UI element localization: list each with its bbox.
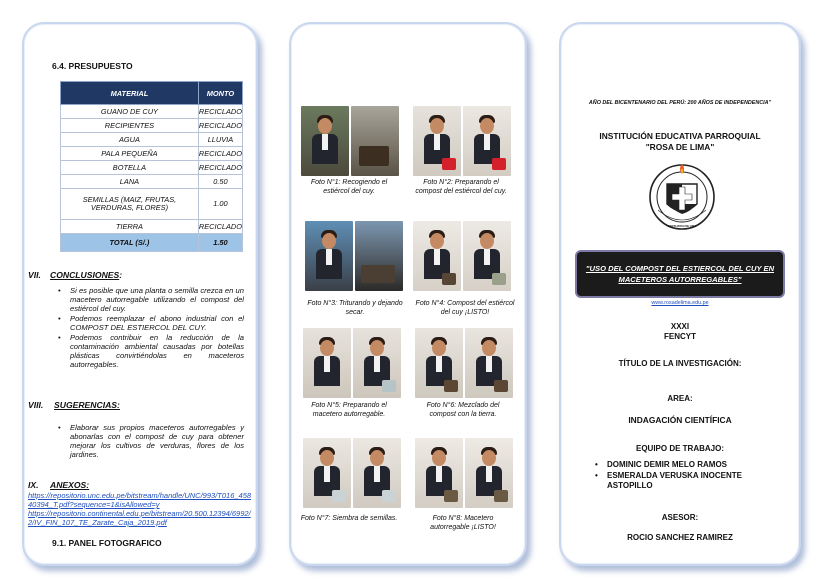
table-row [61, 220, 243, 234]
table-row [61, 119, 243, 133]
photo-panel-heading: 9.1. PANEL FOTOGRAFICO [52, 538, 162, 548]
table-cell: RECICLADO [198, 119, 242, 133]
photo-caption-1: Foto N°1: Recogiendo el estiércol del cuy. [310, 179, 388, 195]
table-row [61, 133, 243, 147]
table-cell: RECIPIENTES [61, 119, 199, 133]
suggestions-list [56, 423, 244, 460]
area-value: INDAGACIÓN CIENTÍFICA [628, 415, 732, 425]
project-title-banner [577, 252, 783, 296]
photo-caption-6: Foto N°6: Mezclado del compost con la tierra. [426, 402, 500, 418]
photo-6a [415, 328, 463, 398]
event-edition: XXXI [670, 322, 690, 331]
table-cell: TIERRA [61, 220, 199, 234]
list-item: • ESMERALDA VERUSKA INOCENTE ASTOPILLO [593, 471, 783, 491]
total-value: 1.50 [198, 234, 242, 252]
team-label: EQUIPO DE TRABAJO: [635, 444, 724, 453]
advisor-name: ROCIO SANCHEZ RAMIREZ [627, 533, 733, 542]
conclusions-heading [28, 270, 122, 280]
project-title: "USO DEL COMPOST DEL ESTIERCOL DEL CUY EN MACETEROS AUTORREGABLES" [585, 264, 775, 284]
photo-2b [463, 106, 511, 176]
suggestions-heading [28, 400, 120, 410]
section-number: VII. [28, 270, 41, 280]
table-cell: RECICLADO [198, 105, 242, 119]
list-item: • Elaborar sus propios maceteros autorregables y abonarlas con el compost de cuy para obtener mejorar los cultivos de verduras, flores de los jardines. [56, 423, 244, 459]
research-title-label: TÍTULO DE LA INVESTIGACIÓN: [618, 359, 742, 368]
photo-8b [465, 438, 513, 508]
section-colon: : [119, 270, 123, 280]
list-item: • Podemos reemplazar el abono industrial con el COMPOST DEL ESTIERCOL DEL CUY. [56, 314, 244, 332]
table-cell: AGUA [61, 133, 199, 147]
photo-caption-5: Foto N°5: Preparando el macetero autorregable. [311, 402, 387, 418]
section-number: IX. [28, 480, 39, 490]
annexes-heading [28, 480, 89, 490]
photo-7a [303, 438, 351, 508]
table-row [61, 189, 243, 220]
website-link[interactable]: www.rosadelima.edu.pe [651, 300, 709, 306]
table-total-row [61, 234, 243, 252]
bicentenary-label: AÑO DEL BICENTENARIO DEL PERÚ: 200 AÑOS DE INDEPENDENCIA" [588, 100, 772, 106]
crest-motto: SANTA ROSA DE LIMA [667, 225, 697, 228]
photo-5b [353, 328, 401, 398]
table-cell: 1.00 [198, 189, 242, 220]
photo-8a [415, 438, 463, 508]
table-header-material: MATERIAL [61, 82, 199, 105]
conclusions-list [56, 286, 244, 370]
photo-1b [351, 106, 399, 176]
photo-6b [465, 328, 513, 398]
table-cell: RECICLADO [198, 147, 242, 161]
section-title: SUGERENCIAS: [54, 400, 120, 410]
section-number: VIII. [28, 400, 44, 410]
annex-link-unc[interactable]: https://repositorio.unc.edu.pe/bitstream/handle/UNC/993/T016_45840394_T.pdf?sequence=1&isAllowed=y [28, 491, 252, 509]
budget-table [60, 81, 243, 252]
institution-name: INSTITUCIÓN EDUCATIVA PARROQUIAL [599, 131, 761, 141]
photo-4a [413, 221, 461, 291]
photo-2a [413, 106, 461, 176]
photo-3a [305, 221, 353, 291]
table-cell: RECICLADO [198, 161, 242, 175]
photo-caption-2: Foto N°2: Preparando el compost del estiércol del cuy. [415, 179, 507, 195]
area-label: AREA: [667, 394, 693, 403]
advisor-label: ASESOR: [661, 513, 699, 522]
school-crest-icon [646, 160, 718, 232]
photo-caption-3: Foto N°3: Triturando y dejando secar. [307, 300, 403, 316]
event-name: FENCYT [664, 332, 696, 341]
brochure-panel-left [22, 22, 258, 566]
table-cell: GUANO DE CUY [61, 105, 199, 119]
team-list [593, 460, 783, 492]
list-item: • DOMINIC DEMIR MELO RAMOS [593, 460, 783, 470]
table-cell: SEMILLAS (MAIZ, FRUTAS, VERDURAS, FLORES) [61, 189, 199, 220]
institution-subname: "ROSA DE LIMA" [645, 142, 715, 152]
brochure-panel-right [559, 22, 801, 566]
section-title: ANEXOS: [50, 480, 90, 490]
photo-1a [301, 106, 349, 176]
brochure-panel-middle [289, 22, 527, 566]
table-row [61, 175, 243, 189]
list-item: • Podemos contribuir en la reducción de la contaminación ambiental causadas por botellas plásticas convirtiéndolas en maceteros autorregables. [56, 333, 244, 369]
table-cell: LANA [61, 175, 199, 189]
section-title: CONCLUSIONES [50, 270, 120, 280]
table-cell: RECICLADO [198, 220, 242, 234]
table-row [61, 161, 243, 175]
photo-4b [463, 221, 511, 291]
photo-caption-7: Foto N°7: Siembra de semillas. [300, 515, 398, 522]
table-row [61, 105, 243, 119]
table-cell: LLUVIA [198, 133, 242, 147]
photo-3b [355, 221, 403, 291]
photo-7b [353, 438, 401, 508]
table-cell: 0.50 [198, 175, 242, 189]
list-item: • Si es posible que una planta o semilla crezca en un macetero autorregable utilizando el compost del estiércol del cuy. [56, 286, 244, 313]
annex-link-continental[interactable]: https://repositorio.continental.edu.pe/bitstream/20.500.12394/6992/2/IV_FIN_107_TE_Zarate_Caja_2019.pdf [28, 509, 251, 527]
total-label: TOTAL (S/.) [61, 234, 199, 252]
table-cell: PALA PEQUEÑA [61, 147, 199, 161]
table-row [61, 147, 243, 161]
photo-5a [303, 328, 351, 398]
annex-links [28, 491, 254, 527]
budget-heading: 6.4. PRESUPUESTO [52, 61, 133, 71]
table-header-amount: MONTO [198, 82, 242, 105]
table-cell: BOTELLA [61, 161, 199, 175]
photo-caption-4: Foto N°4: Compost del estiércol del cuy ¡LISTO! [415, 300, 515, 316]
photo-caption-8: Foto N°8: Macetero autorregable ¡LISTO! [430, 515, 496, 531]
